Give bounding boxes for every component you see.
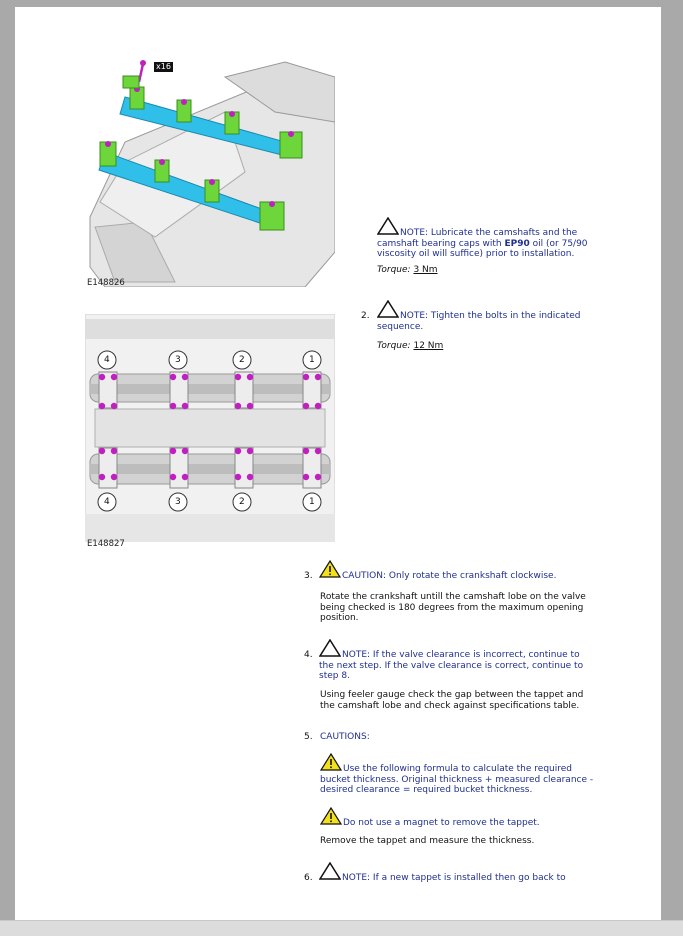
camshaft-illustration — [85, 52, 335, 287]
viewer-bottom-bar — [0, 920, 683, 936]
caution-icon — [320, 807, 342, 829]
sequence-label-bottom-1: 1 — [309, 497, 315, 507]
step5-caution-1: Use the following formula to calculate the required bucket thickness. Original thickness + measured clearance - desired clearance = required bucket thickness. — [320, 753, 600, 796]
step5-heading: CAUTIONS: — [320, 732, 370, 742]
step4-note: NOTE: If the valve clearance is incorrect, continue to the next step. If the valve clearance is correct, continue to step 8. — [319, 639, 597, 682]
sequence-label-top-2: 2 — [239, 355, 245, 365]
sequence-label-top-4: 4 — [104, 355, 110, 365]
caution-icon — [320, 753, 342, 775]
figure-camshaft-install — [85, 52, 335, 287]
step5-caution-2: Do not use a magnet to remove the tappet. — [320, 807, 600, 829]
sequence-label-top-3: 3 — [175, 355, 181, 365]
sequence-label-bottom-3: 3 — [175, 497, 181, 507]
step5-body: Remove the tappet and measure the thickness. — [320, 836, 535, 846]
note-icon — [377, 300, 399, 322]
step3-caution: CAUTION: Only rotate the crankshaft clockwise. — [319, 560, 599, 582]
step1-torque: Torque: 3 Nm — [377, 265, 438, 275]
note-icon — [377, 217, 399, 239]
step3-number: 3. — [304, 571, 313, 581]
step1-note: NOTE: Lubricate the camshafts and the camshaft bearing caps with EP90 oil (or 75/90 viscosity oil will suffice) prior to installation. — [377, 217, 602, 260]
sequence-label-top-1: 1 — [309, 355, 315, 365]
note-icon — [319, 862, 341, 884]
step2-number: 2. — [361, 311, 370, 321]
sequence-label-bottom-4: 4 — [104, 497, 110, 507]
figure-bolt-sequence — [85, 314, 335, 542]
figure-label: E148827 — [87, 539, 125, 549]
step2-note: NOTE: Tighten the bolts in the indicated sequence. — [377, 300, 602, 332]
sequence-label-bottom-2: 2 — [239, 497, 245, 507]
step4-body: Using feeler gauge check the gap between the tappet and the camshaft lobe and check against specifications table. — [320, 690, 584, 711]
step4-number: 4. — [304, 650, 313, 660]
step5-number: 5. — [304, 732, 313, 742]
step3-body: Rotate the crankshaft untill the camshaft lobe on the valve being checked is 180 degrees from the maximum opening position. — [320, 592, 586, 623]
note-icon — [319, 639, 341, 661]
caution-icon — [319, 560, 341, 582]
step2-torque: Torque: 12 Nm — [377, 341, 444, 351]
step6-note: NOTE: If a new tappet is installed then go back to — [319, 862, 599, 884]
document-page — [15, 7, 661, 920]
quantity-badge: x16 — [156, 62, 171, 71]
step6-number: 6. — [304, 873, 313, 883]
bolt-sequence-illustration — [85, 314, 335, 542]
figure-label: E148826 — [87, 278, 125, 288]
